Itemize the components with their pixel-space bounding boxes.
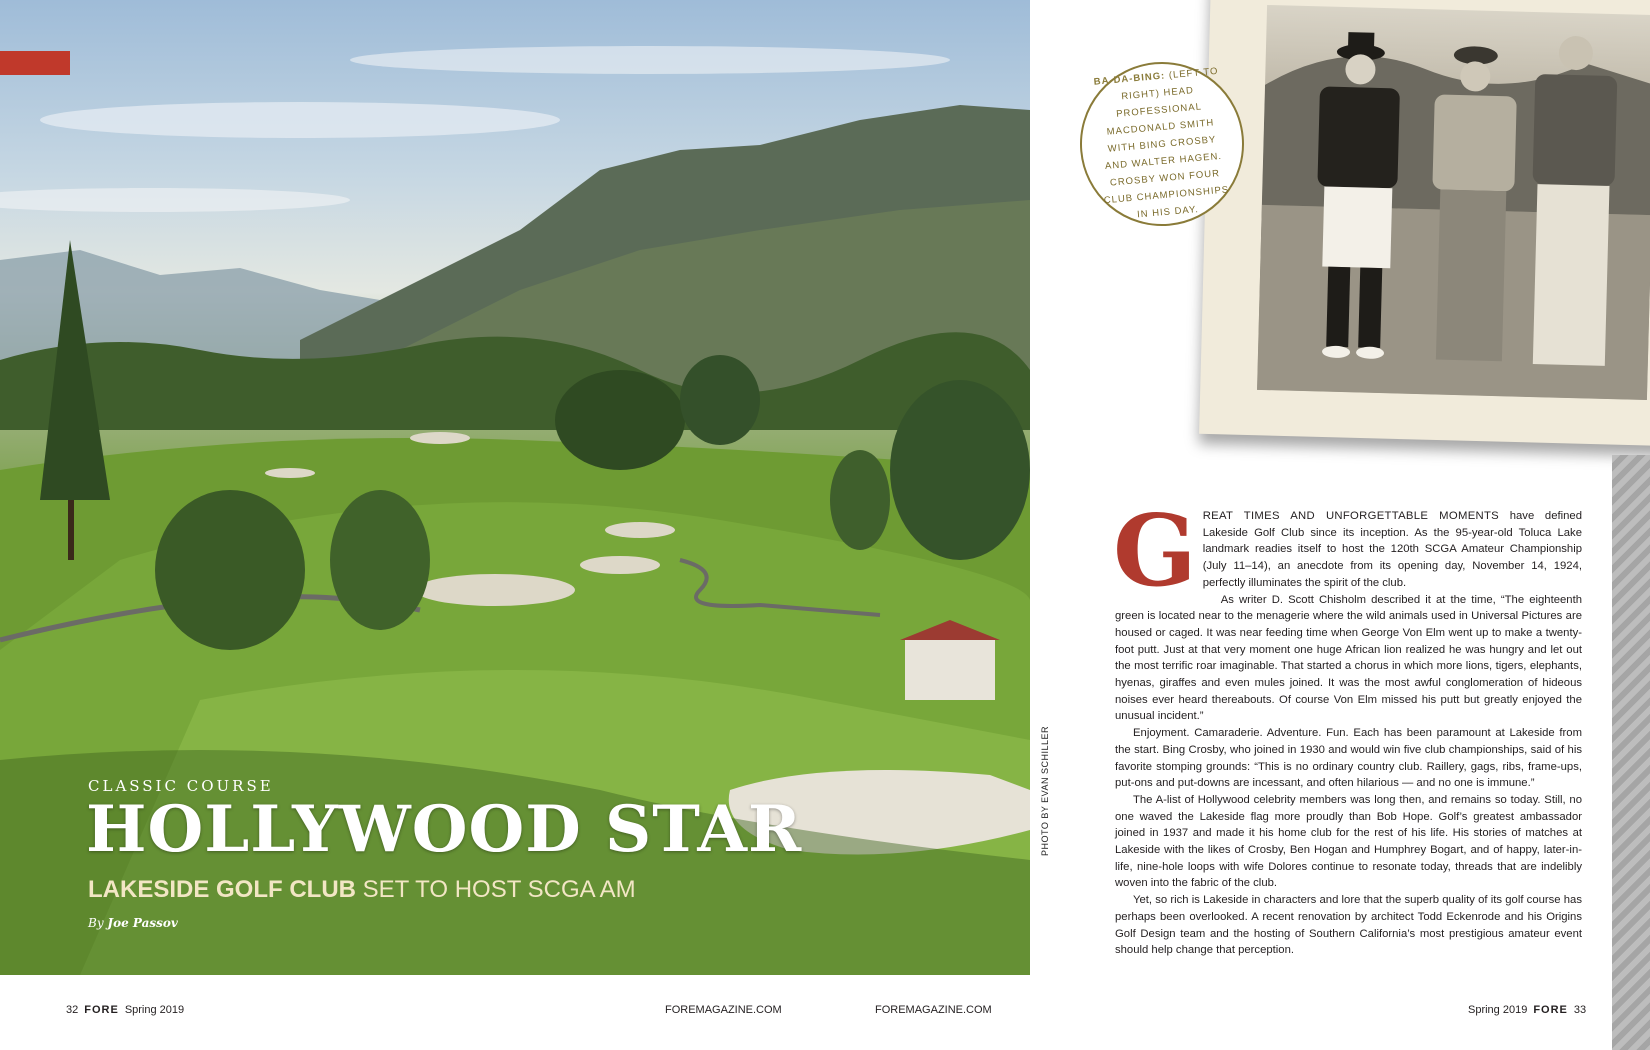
article-paragraph-1 [1113, 494, 1582, 609]
photo-credit: PHOTO BY EVAN SCHILLER [1040, 725, 1050, 856]
deck [88, 876, 636, 904]
deck-rest: SET TO HOST SCGA AM [356, 876, 636, 903]
right-folio [1468, 1004, 1586, 1016]
left-mag-name: FORE [84, 1004, 119, 1016]
article-body [1113, 494, 1582, 959]
article-paragraph-5: Yet, so rich is Lakeside in characters and lore that the superb quality of its golf course has perhaps been overlooked. A recent renovation by architect Todd Eckenrode and his Origins Golf Design team and the hosting of Southern California’s most prestigious amateur event should help change that perception. [1115, 894, 1582, 957]
article-paragraph-4: The A-list of Hollywood celebrity members was long then, and remains so today. Still, no one waved the Lakeside flag more proudly than Bob Hope. Golf’s greatest ambassador joined in 1937 and made it his home club for the rest of his life. His stories of matches at Lakeside with the likes of Crosby, Ben Hogan and Humphrey Bogart, and of happy, later-in-life, nine-hole loops with wife Dolores continue to resonate today, threads that are indelibly woven into the fabric of the club. [1115, 793, 1582, 890]
right-issue: Spring 2019 [1468, 1004, 1528, 1016]
vintage-photo-illustration [1257, 5, 1650, 400]
left-folio [66, 1004, 184, 1016]
right-page-number: 33 [1573, 1004, 1587, 1016]
article-paragraph-2: As writer D. Scott Chisholm described it at the time, “The eighteenth green is located near to the menagerie where the wild animals used in Universal Pictures are housed or caged. It was near feeding time when George Von Elm went up to make a twenty-foot putt. Just at that very moment one huge African lion realized he was hungry and let out the most terrific roar imaginable. That started a chorus in which more lions, tigers, elephants, hyenas, giraffes and even mules joined. It was the most awful conglomeration of hideous noises ever heard thereabouts. Of course Von Elm missed his putt but greatly enjoyed the unusual incident.” [1115, 593, 1582, 723]
byline [88, 916, 178, 930]
byline-prefix: By [88, 916, 108, 930]
badge-caption [1090, 62, 1235, 226]
right-mag-name: FORE [1533, 1004, 1568, 1016]
section-accent-tab [0, 51, 70, 75]
decorative-side-strip [1612, 455, 1650, 1050]
article-paragraph-3: Enjoyment. Camaraderie. Adventure. Fun. Each has been paramount at Lakeside from the start. Bing Crosby, who joined in 1930 and would win five club championships, said of his favorite stomping grounds: “This is no ordinary country club. Raillery, gags, ribs, frame-ups, put-ons and put-downs are incessant, and often hilarious — and no one is immune.” [1115, 727, 1582, 790]
article-p1-text: have defined Lakeside Golf Club since its inception. As the 95-year-old Toluca Lake landmark readies itself to host the 120th SCGA Amateur Championship (July 11–14), an anecdote from its opening day, November 14, 1924, perfectly illuminates the spirit of the club. [1202, 510, 1582, 589]
article-lead-caps: REAT TIMES AND UNFORGETTABLE MOMENTS [1202, 510, 1500, 522]
byline-author: Joe Passov [107, 916, 178, 930]
vintage-photo [1257, 5, 1650, 400]
badge-lead: BA-DA-BING: [1093, 69, 1166, 88]
left-page-number: 32 [66, 1004, 79, 1016]
drop-cap: G [1113, 494, 1197, 609]
left-site-url[interactable]: FOREMAGAZINE.COM [665, 1004, 782, 1016]
section-kicker: CLASSIC COURSE [88, 777, 274, 795]
right-site-url[interactable]: FOREMAGAZINE.COM [875, 1004, 992, 1016]
deck-bold: LAKESIDE GOLF CLUB [88, 876, 356, 903]
badge-text: (LEFT TO RIGHT) HEAD PROFESSIONAL MACDONALD SMITH WITH BING CROSBY AND WALTER HAGEN. CROSBY WON FOUR CLUB CHAMPIONSHIPS IN HIS DAY. [1103, 65, 1230, 220]
headline: HOLLYWOOD STAR [86, 792, 803, 867]
left-issue: Spring 2019 [124, 1004, 185, 1016]
